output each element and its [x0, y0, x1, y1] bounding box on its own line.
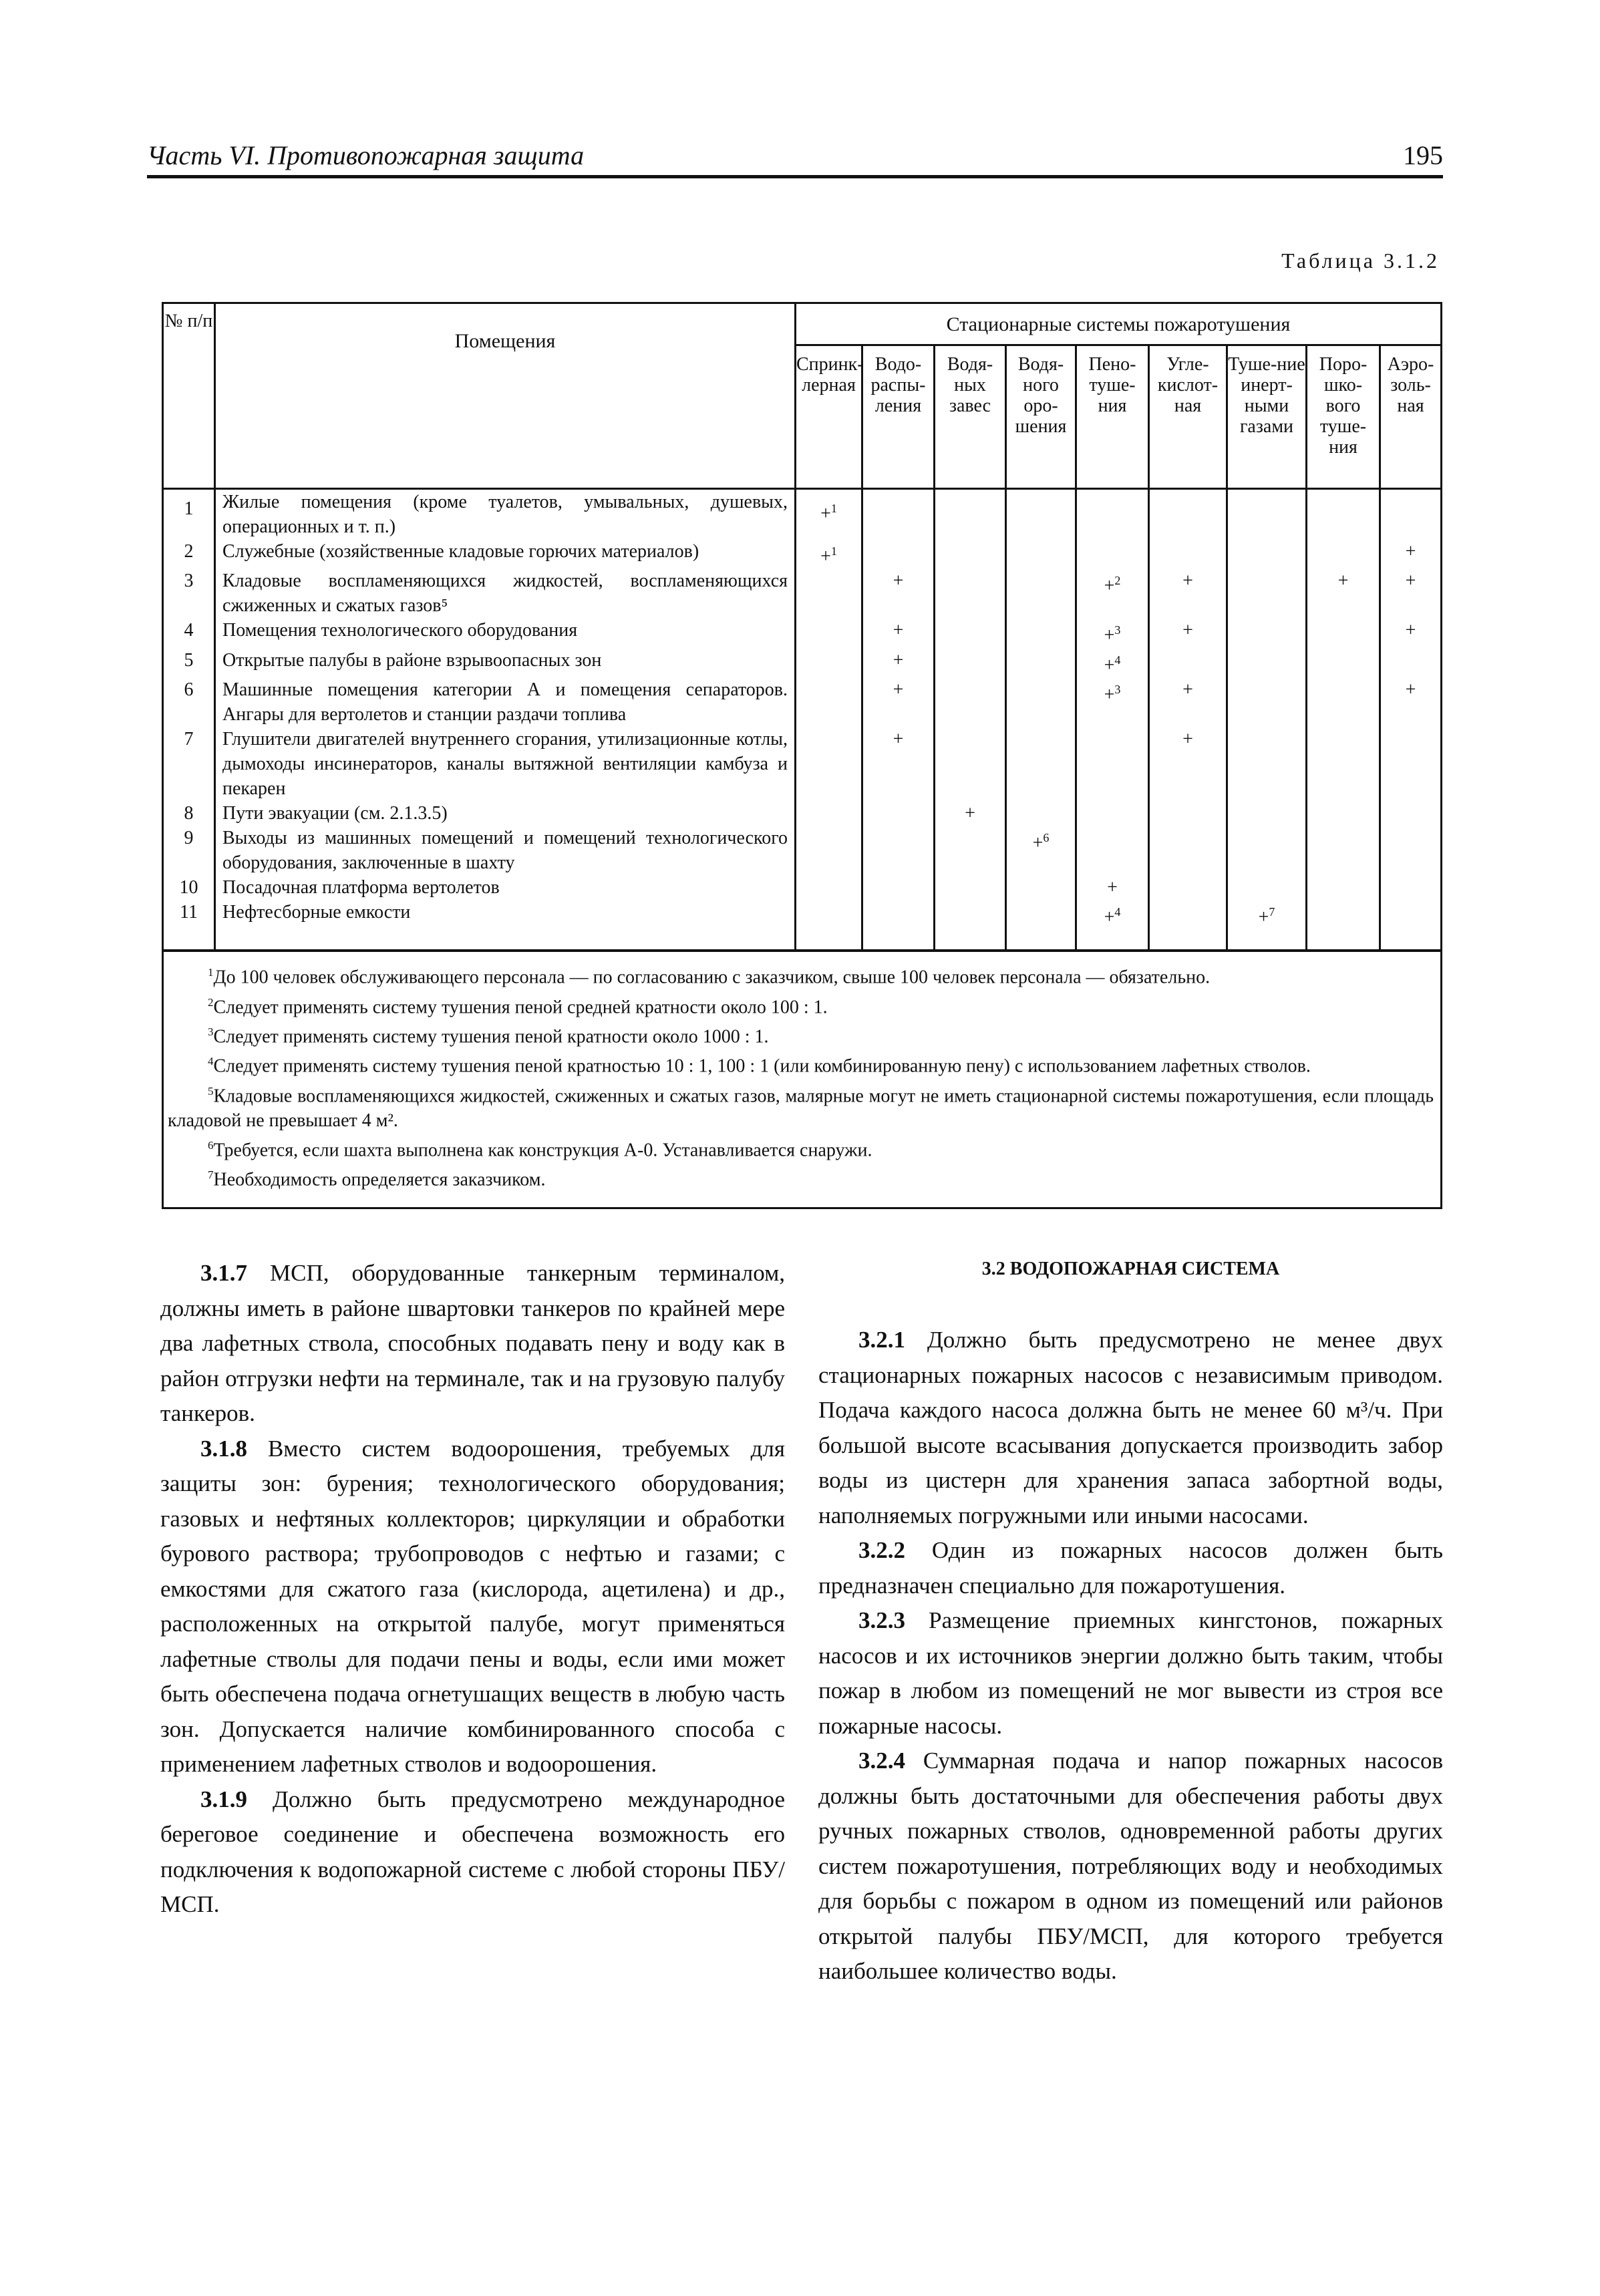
room-name: Открытые палубы в районе взрывоопасных зон — [215, 648, 796, 677]
system-mark-cell — [862, 875, 935, 900]
system-mark-cell — [1307, 489, 1380, 540]
room-name: Выходы из машинных помещений и помещений технологического оборудования, заключенные в шахту — [215, 826, 796, 875]
system-mark-cell — [1076, 618, 1149, 647]
plus-mark: + — [1182, 570, 1193, 592]
right-text-column — [818, 1256, 1443, 1989]
footnote-ref: 2 — [1114, 574, 1121, 588]
system-mark-cell — [1006, 568, 1076, 618]
room-name: Кладовые воспламеняющихся жидкостей, воспламеняющихся сжиженных и сжатых газов⁵ — [215, 568, 796, 618]
systems-group-header: Стационарные системы пожаротушения — [796, 303, 1442, 345]
footnote-ref: 1 — [830, 502, 837, 515]
paragraph — [160, 1256, 785, 1432]
system-mark-cell — [796, 618, 862, 647]
system-mark-cell — [1149, 539, 1227, 568]
system-mark-cell — [935, 900, 1006, 951]
system-mark-cell — [1307, 568, 1380, 618]
table-row — [163, 677, 1442, 727]
plus-mark: + — [820, 546, 831, 567]
system-mark-cell — [1149, 801, 1227, 826]
table-caption: Таблица 3.1.2 — [1281, 249, 1440, 273]
footnote-ref: 4 — [1114, 653, 1121, 667]
plus-mark: + — [1104, 654, 1115, 675]
system-mark-cell — [935, 539, 1006, 568]
system-mark-cell — [796, 677, 862, 727]
plus-mark: + — [893, 649, 904, 671]
room-name: Помещения технологического оборудования — [215, 618, 796, 647]
system-mark-cell — [935, 568, 1006, 618]
header-title: Часть VI. Противопожарная защита — [147, 140, 585, 170]
footnote-text: До 100 человек обслуживающего персонала — по согласованию с заказчиком, свыше 100 человек персонала — обязательно. — [213, 967, 1211, 988]
plus-mark: + — [1405, 541, 1416, 562]
system-mark-cell — [1076, 539, 1149, 568]
system-mark-cell — [1076, 648, 1149, 677]
system-header: Туше-ние инерт-ными газами — [1227, 345, 1307, 489]
table-row — [163, 618, 1442, 647]
system-mark-cell — [1307, 618, 1380, 647]
system-mark-cell — [862, 539, 935, 568]
row-number: 1 — [163, 489, 215, 540]
footnote-text: Кладовые воспламеняющихся жидкостей, сжиженных и сжатых газов, малярные могут не иметь стационарной системы пожаротушения, если площадь кладовой не превышает 4 м². — [168, 1085, 1434, 1131]
plus-mark: + — [1182, 728, 1193, 750]
system-mark-cell — [1006, 618, 1076, 647]
system-mark-cell — [1149, 875, 1227, 900]
system-mark-cell — [1227, 801, 1307, 826]
plus-mark: + — [893, 728, 904, 750]
system-mark-cell — [1006, 801, 1076, 826]
table-row — [163, 900, 1442, 951]
footnote-text: Необходимость определяется заказчиком. — [213, 1169, 546, 1190]
footnote-number: 2 — [208, 995, 214, 1009]
footnote-ref: 3 — [1114, 623, 1121, 637]
paragraph-text: Размещение приемных кингстонов, пожарных насосов и их источников энергии должно быть таким, чтобы пожар в любом из помещений не мог вывести из строя все пожарные насосы. — [818, 1607, 1444, 1739]
system-mark-cell — [1076, 875, 1149, 900]
paragraph-text: МСП, оборудованные танкерным терминалом, должны иметь в районе швартовки танкеров по крайней мере два лафетных ствола, способных подавать пену и воду как в район отгрузки нефти на терминале, так и на грузовую палубу танкеров. — [160, 1260, 785, 1426]
system-mark-cell — [1307, 875, 1380, 900]
system-mark-cell — [1076, 801, 1149, 826]
system-mark-cell — [1006, 539, 1076, 568]
system-mark-cell — [1149, 826, 1227, 875]
system-mark-cell — [1006, 648, 1076, 677]
fire-systems-table — [162, 302, 1442, 1209]
footnote-number: 3 — [208, 1025, 214, 1038]
system-header: Аэро-золь-ная — [1380, 345, 1442, 489]
system-mark-cell — [862, 489, 935, 540]
running-header — [147, 134, 1443, 178]
footnote-text: Требуется, если шахта выполнена как конструкция А-0. Устанавливается снаружи. — [213, 1140, 872, 1161]
system-mark-cell — [1380, 875, 1442, 900]
system-header: Пено-туше-ния — [1076, 345, 1149, 489]
table-footnotes — [163, 951, 1442, 1208]
system-header: Водя-ного оро-шения — [1006, 345, 1076, 489]
plus-mark: + — [1337, 570, 1349, 592]
system-mark-cell — [1076, 900, 1149, 951]
paragraph — [818, 1603, 1443, 1744]
plus-mark: + — [1182, 620, 1193, 641]
table-row — [163, 875, 1442, 900]
plus-mark: + — [965, 802, 975, 824]
room-name: Нефтесборные емкости — [215, 900, 796, 951]
table-row — [163, 539, 1442, 568]
system-mark-cell — [1076, 727, 1149, 801]
clause-number: 3.1.7 — [200, 1260, 247, 1286]
system-mark-cell — [796, 727, 862, 801]
system-mark-cell — [935, 875, 1006, 900]
system-mark-cell — [1149, 727, 1227, 801]
footnote — [168, 990, 1434, 1019]
system-mark-cell — [862, 826, 935, 875]
paragraph-text: Суммарная подача и напор пожарных насосов должны быть достаточными для обеспечения работы двух ручных пожарных стволов, одновременной работы других систем пожаротушения, потребляющих воду и необходимых для борьбы с пожаром в одном из помещений или районов открытой палубы ПБУ/МСП, для которого требуется наибольшее количество воды. — [818, 1748, 1443, 1984]
paragraph — [818, 1533, 1443, 1603]
system-mark-cell — [1307, 826, 1380, 875]
clause-number: 3.1.9 — [200, 1786, 247, 1812]
system-mark-cell — [796, 900, 862, 951]
footnote-text: Следует применять систему тушения пеной кратностью 10 : 1, 100 : 1 (или комбинированную пену) с использованием лафетных стволов. — [213, 1055, 1311, 1077]
system-mark-cell — [1307, 727, 1380, 801]
plus-mark: + — [1104, 625, 1115, 646]
table-row — [163, 826, 1442, 875]
system-header: Поро-шко-вого туше-ния — [1307, 345, 1380, 489]
plus-mark: + — [1182, 679, 1193, 700]
system-header: Водя-ных завес — [935, 345, 1006, 489]
system-mark-cell — [796, 539, 862, 568]
system-mark-cell — [1227, 826, 1307, 875]
system-mark-cell — [1380, 900, 1442, 951]
clause-number: 3.2.2 — [858, 1537, 905, 1563]
footnote-ref: 4 — [1114, 905, 1121, 919]
system-mark-cell — [862, 677, 935, 727]
plus-mark: + — [893, 679, 904, 700]
footnote-ref: 6 — [1043, 830, 1050, 844]
system-mark-cell — [1006, 826, 1076, 875]
plus-mark: + — [1104, 684, 1115, 705]
room-name: Пути эвакуации (см. 2.1.3.5) — [215, 801, 796, 826]
room-name: Машинные помещения категории А и помещения сепараторов. Ангары для вертолетов и станции раздачи топлива — [215, 677, 796, 727]
clause-number: 3.1.8 — [200, 1435, 247, 1462]
system-mark-cell — [1380, 727, 1442, 801]
footnote-text: Следует применять систему тушения пеной средней кратности около 100 : 1. — [213, 996, 828, 1017]
plus-mark: + — [1104, 575, 1115, 597]
system-mark-cell — [1006, 727, 1076, 801]
room-name: Жилые помещения (кроме туалетов, умывальных, душевых, операционных и т. п.) — [215, 489, 796, 540]
system-mark-cell — [1227, 618, 1307, 647]
system-mark-cell — [1307, 648, 1380, 677]
room-name: Глушители двигателей внутреннего сгорания, утилизационные котлы, дымоходы инсинераторов, каналы вытяжной вентиляции камбуза и пекарен — [215, 727, 796, 801]
left-text-column — [160, 1256, 785, 1923]
system-mark-cell — [1006, 677, 1076, 727]
paragraph — [818, 1323, 1443, 1533]
footnote-number: 1 — [208, 966, 214, 979]
system-mark-cell — [1227, 875, 1307, 900]
row-number: 4 — [163, 618, 215, 647]
system-header: Угле-кислот-ная — [1149, 345, 1227, 489]
paragraph-text: Должно быть предусмотрено международное береговое соединение и обеспечена возможность его подключения к водопожарной системе с любой стороны ПБУ/МСП. — [160, 1786, 785, 1917]
system-mark-cell — [1006, 489, 1076, 540]
footnote-number: 6 — [208, 1138, 214, 1152]
footnote-ref: 3 — [1114, 682, 1121, 696]
paragraph — [818, 1744, 1443, 1989]
table-row — [163, 727, 1442, 801]
system-mark-cell — [1227, 568, 1307, 618]
footnote-ref: 1 — [830, 544, 837, 558]
system-mark-cell — [1227, 677, 1307, 727]
system-mark-cell — [1006, 875, 1076, 900]
system-mark-cell — [935, 826, 1006, 875]
system-header: Водо-распы-ления — [862, 345, 935, 489]
system-mark-cell — [1076, 489, 1149, 540]
system-mark-cell — [796, 801, 862, 826]
system-mark-cell — [1380, 618, 1442, 647]
system-mark-cell — [862, 648, 935, 677]
footnote-number: 4 — [208, 1055, 214, 1068]
plus-mark: + — [893, 620, 904, 641]
system-mark-cell — [1307, 801, 1380, 826]
system-mark-cell — [935, 618, 1006, 647]
row-number: 2 — [163, 539, 215, 568]
plus-mark: + — [1032, 832, 1044, 854]
table-row — [163, 489, 1442, 540]
system-mark-cell — [1307, 539, 1380, 568]
system-mark-cell — [1076, 568, 1149, 618]
system-mark-cell — [1006, 900, 1076, 951]
system-mark-cell — [1149, 618, 1227, 647]
paragraph — [160, 1432, 785, 1782]
footnote — [168, 1049, 1434, 1078]
row-number: 5 — [163, 648, 215, 677]
system-mark-cell — [1380, 801, 1442, 826]
system-mark-cell — [1149, 900, 1227, 951]
row-number: 3 — [163, 568, 215, 618]
system-mark-cell — [935, 801, 1006, 826]
system-mark-cell — [796, 648, 862, 677]
row-number: 11 — [163, 900, 215, 951]
system-header: Спринк-лерная — [796, 345, 862, 489]
system-mark-cell — [796, 489, 862, 540]
system-mark-cell — [1307, 677, 1380, 727]
system-mark-cell — [1227, 900, 1307, 951]
table-row — [163, 801, 1442, 826]
col-room-header: Помещения — [215, 303, 796, 489]
plus-mark: + — [820, 503, 831, 524]
paragraph — [160, 1782, 785, 1923]
system-mark-cell — [1149, 677, 1227, 727]
plus-mark: + — [1107, 876, 1118, 898]
footnote — [168, 960, 1434, 989]
footnote — [168, 1019, 1434, 1049]
row-number: 6 — [163, 677, 215, 727]
system-mark-cell — [1227, 539, 1307, 568]
system-mark-cell — [1149, 568, 1227, 618]
paragraph-text: Должно быть предусмотрено не менее двух стационарных пожарных насосов с независимым приводом. Подача каждого насоса должна быть не менее 60 м³/ч. При большой высоте всасывания допускается производить забор воды из цистерн для хранения запаса забортной воды, наполняемых погружными или иными насосами. — [818, 1327, 1444, 1528]
system-mark-cell — [1380, 826, 1442, 875]
table-row — [163, 648, 1442, 677]
plus-mark: + — [1405, 570, 1416, 592]
row-number: 10 — [163, 875, 215, 900]
system-mark-cell — [1380, 489, 1442, 540]
system-mark-cell — [796, 826, 862, 875]
clause-number: 3.2.4 — [858, 1748, 905, 1774]
footnote-number: 7 — [208, 1168, 214, 1182]
paragraph-text: Вместо систем водоорошения, требуемых для защиты зон: бурения; технологического оборудования; газовых и нефтяных коллекторов; циркуляции и обработки бурового раствора; трубопроводов с нефтью и газами; с емкостями для сжатого газа (кислорода, ацетилена) и др., расположенных на открытой палубе, могут применяться лафетные стволы для подачи пены и воды, если ими может быть обеспечена подача огнетушащих веществ в любую часть зон. Допускается наличие комбинированного способа с применением лафетных стволов и водоорошения. — [160, 1435, 785, 1777]
clause-number: 3.2.3 — [858, 1607, 905, 1633]
footnote — [168, 1133, 1434, 1162]
paragraph-text: Один из пожарных насосов должен быть предназначен специально для пожаротушения. — [818, 1537, 1443, 1599]
table-row — [163, 568, 1442, 618]
system-mark-cell — [935, 677, 1006, 727]
footnote — [168, 1079, 1434, 1133]
system-mark-cell — [1380, 648, 1442, 677]
footnote-number: 5 — [208, 1084, 214, 1098]
system-mark-cell — [1076, 826, 1149, 875]
plus-mark: + — [893, 570, 904, 592]
system-mark-cell — [862, 568, 935, 618]
col-num-header: № п/п — [163, 303, 215, 489]
system-mark-cell — [796, 568, 862, 618]
footnote-text: Следует применять систему тушения пеной кратности около 1000 : 1. — [213, 1026, 769, 1047]
row-number: 8 — [163, 801, 215, 826]
system-mark-cell — [1149, 648, 1227, 677]
clause-number: 3.2.1 — [858, 1327, 905, 1353]
system-mark-cell — [935, 489, 1006, 540]
system-mark-cell — [1380, 677, 1442, 727]
system-mark-cell — [796, 875, 862, 900]
system-mark-cell — [935, 727, 1006, 801]
system-mark-cell — [935, 648, 1006, 677]
system-mark-cell — [1076, 677, 1149, 727]
footnote — [168, 1162, 1434, 1192]
plus-mark: + — [1405, 679, 1416, 700]
room-name: Служебные (хозяйственные кладовые горючих материалов) — [215, 539, 796, 568]
system-mark-cell — [1149, 489, 1227, 540]
plus-mark: + — [1104, 907, 1115, 928]
section-heading: 3.2 ВОДОПОЖАРНАЯ СИСТЕМА — [981, 1259, 1280, 1279]
row-number: 9 — [163, 826, 215, 875]
system-mark-cell — [1227, 648, 1307, 677]
system-mark-cell — [1307, 900, 1380, 951]
plus-mark: + — [1405, 620, 1416, 641]
system-mark-cell — [862, 801, 935, 826]
system-mark-cell — [862, 727, 935, 801]
footnote-ref: 7 — [1269, 905, 1275, 919]
page-number: 195 — [1403, 140, 1443, 170]
system-mark-cell — [1380, 568, 1442, 618]
system-mark-cell — [862, 900, 935, 951]
plus-mark: + — [1258, 907, 1269, 928]
system-mark-cell — [1380, 539, 1442, 568]
system-mark-cell — [1227, 727, 1307, 801]
row-number: 7 — [163, 727, 215, 801]
system-mark-cell — [1227, 489, 1307, 540]
system-mark-cell — [862, 618, 935, 647]
room-name: Посадочная платформа вертолетов — [215, 875, 796, 900]
